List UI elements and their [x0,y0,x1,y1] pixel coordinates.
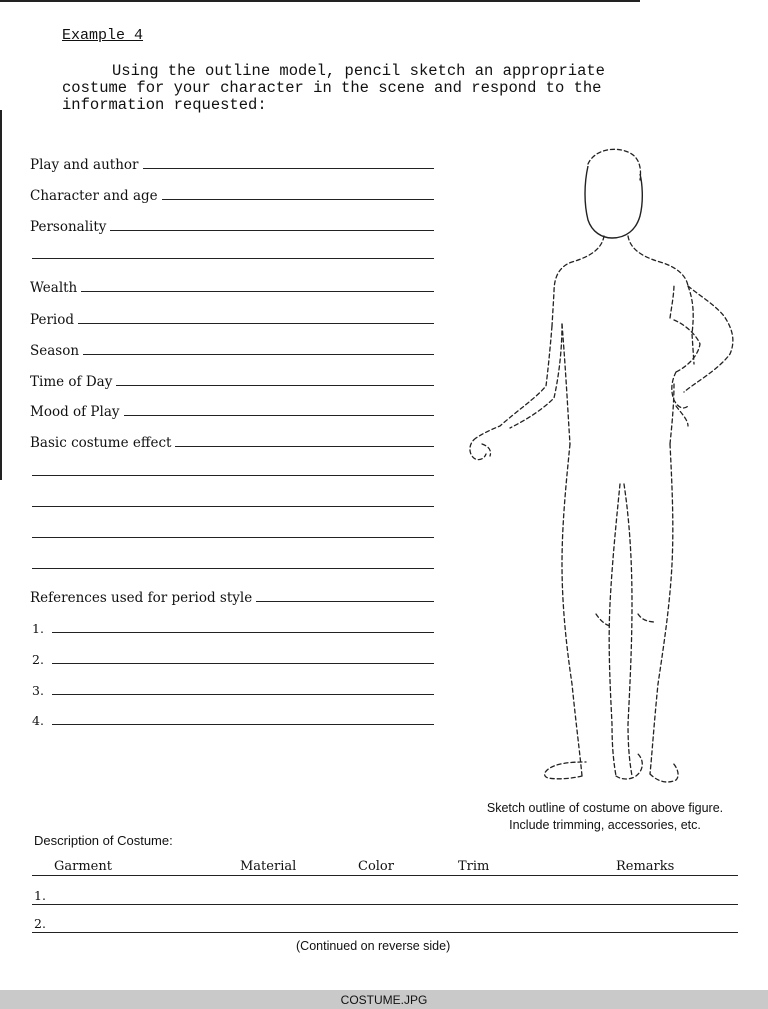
reference-line-3[interactable]: 3. [32,678,434,698]
caption-line-2: Include trimming, accessories, etc. [509,818,701,832]
instructions: Using the outline model, pencil sketch an appropriate costume for your character in the scene and respond to the information requested: [62,62,605,114]
continued-note: (Continued on reverse side) [296,939,451,953]
field-mood[interactable]: Mood of Play [30,399,434,419]
field-personality[interactable]: Personality [30,214,434,234]
left-border [0,110,2,480]
page-title: Example 4 [62,27,144,44]
field-references[interactable]: References used for period style [30,585,434,605]
reference-line-4[interactable]: 4. [32,708,434,728]
reference-line-1[interactable]: 1. [32,616,434,636]
blank-line[interactable] [32,258,434,259]
col-trim: Trim [458,859,490,874]
field-time-of-day[interactable]: Time of Day [30,369,434,389]
col-remarks: Remarks [616,859,675,874]
caption-line-1: Sketch outline of costume on above figure. [486,801,724,815]
blank-line[interactable] [32,537,434,538]
table-header-rule [32,875,738,876]
table-row-2-line[interactable] [32,932,738,933]
reference-line-2[interactable]: 2. [32,647,434,667]
description-title: Description of Costume: [34,833,173,848]
filename-status-bar: COSTUME.JPG [0,990,768,1009]
field-period[interactable]: Period [30,307,434,327]
field-basic-effect[interactable]: Basic costume effect [30,430,434,450]
blank-line[interactable] [32,568,434,569]
field-wealth[interactable]: Wealth [30,275,434,295]
col-color: Color [358,859,394,874]
table-row-1-line[interactable] [32,904,738,905]
table-row-2-number: 2. [34,916,46,931]
figure-outline [462,144,742,790]
figure-caption [460,800,750,834]
blank-line[interactable] [32,475,434,476]
field-season[interactable]: Season [30,338,434,358]
top-border [0,0,640,2]
blank-line[interactable] [32,506,434,507]
field-character-age[interactable]: Character and age [30,183,434,203]
field-play-author[interactable]: Play and author [30,152,434,172]
table-row-1-number: 1. [34,888,46,903]
col-material: Material [240,859,297,874]
col-garment: Garment [54,859,112,874]
